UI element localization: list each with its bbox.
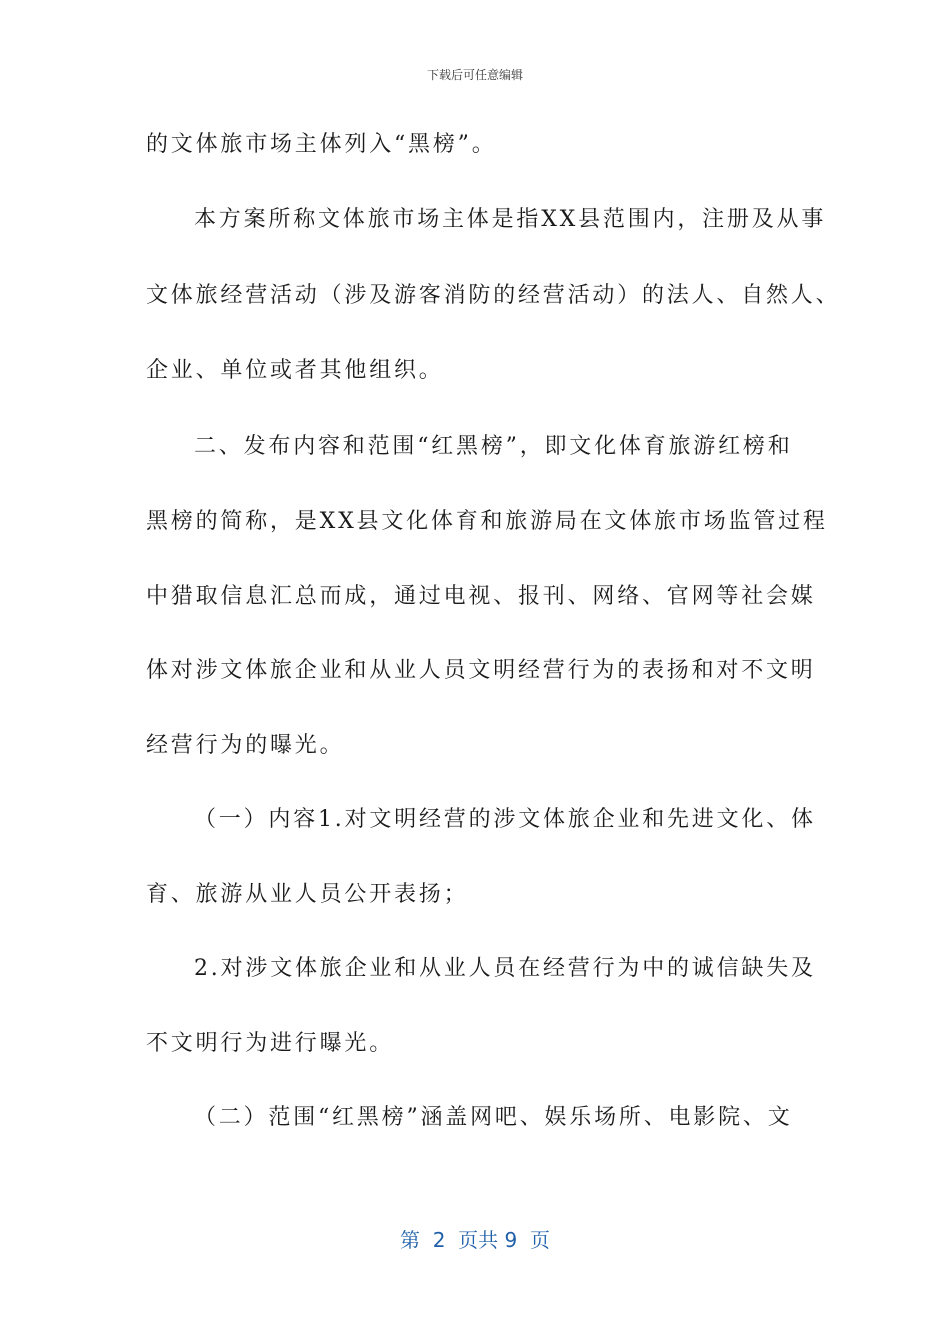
text-line-9: 经营行为的曝光。 bbox=[146, 733, 345, 758]
text-line-13: 不文明行为进行曝光。 bbox=[146, 1031, 395, 1056]
text-line-4: 企业、单位或者其他组织。 bbox=[146, 358, 444, 383]
text-line-12: 2.对涉文体旅企业和从业人员在经营行为中的诚信缺失及 bbox=[194, 956, 816, 981]
page-header-note: 下载后可任意编辑 bbox=[426, 68, 523, 82]
text-line-11: 育、旅游从业人员公开表扬； bbox=[146, 882, 469, 907]
text-line-14: （二）范围“红黑榜”涵盖网吧、娱乐场所、电影院、文 bbox=[194, 1105, 793, 1130]
text-line-7: 中猎取信息汇总而成，通过电视、报刊、网络、官网等社会媒 bbox=[146, 584, 816, 609]
text-line-2: 本方案所称文体旅市场主体是指XX县范围内，注册及从事 bbox=[194, 207, 827, 232]
text-line-5: 二、发布内容和范围“红黑榜”，即文化体育旅游红榜和 bbox=[194, 434, 793, 459]
text-line-8: 体对涉文体旅企业和从业人员文明经营行为的表扬和对不文明 bbox=[146, 658, 816, 683]
text-line-10: （一）内容1.对文明经营的涉文体旅企业和先进文化、体 bbox=[194, 807, 816, 832]
text-line-6: 黑榜的简称，是XX县文化体育和旅游局在文体旅市场监管过程 bbox=[146, 509, 828, 534]
text-line-3: 文体旅经营活动（涉及游客消防的经营活动）的法人、自然人、 bbox=[146, 283, 841, 308]
page-number-footer: 第 2 页共 9 页 bbox=[400, 1228, 550, 1252]
text-line-1: 的文体旅市场主体列入“黑榜”。 bbox=[146, 132, 497, 157]
